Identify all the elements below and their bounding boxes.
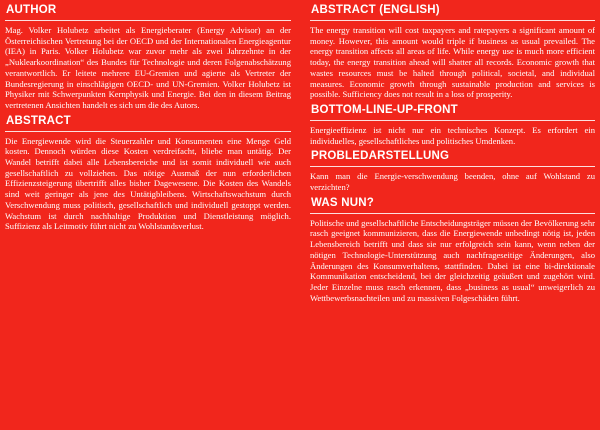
author-heading: AUTHOR — [5, 4, 291, 21]
abstract-english-section — [310, 4, 595, 100]
abstract-section — [5, 115, 291, 232]
author-section — [5, 4, 291, 111]
abstract-heading: ABSTRACT — [5, 115, 291, 132]
problem-heading: PROBLEDARSTELLUNG — [310, 150, 595, 167]
left-column — [5, 4, 291, 236]
abstract-english-text: The energy transition will cost taxpayers and ratepayers a significant amount of money. However, this amount would triple if business as usual prevailed. The energy transition affects all areas of life. While energy use is much more efficient today, the energy transition ahead will shatter all records. Economic growth that wastes resources must be halted through political, societal, and individual measures. Economic growth through sustainable production and services is possible. Sufficiency does not result in a loss of prosperity. — [310, 25, 595, 100]
right-column — [310, 4, 595, 307]
abstract-text: Die Energiewende wird die Steuerzahler und Konsumenten eine Menge Geld kosten. Dennoch würden diese Kosten verdreifacht, bliebe man untätig. Der Wandel betrifft dabei alle Lebensbereiche und ist somit individuell wie auch gesellschaftlich zu vollziehen. Das nötige Ausmaß der nun erforderlichen Effizienzsteigerung übertrifft alles bisher Dagewesene. Die Kosten des Wandels sind weit geringer als jene des Untätigbleibens. Wirtschaftswachstum durch Verschwendung muss politisch, gesellschaftlich und individuell gestoppt werden. Wachstum ist durch nachhaltige Produktion und Dienstleistung möglich. Suffizienz als Leitmotiv führt nicht zu Wohlstandsverlust. — [5, 135, 291, 232]
bluf-section — [310, 104, 595, 146]
bluf-text: Energieeffizienz ist nicht nur ein technisches Konzept. Es erfordert ein individuelles, gesellschaftliches und politisches Umdenken. — [310, 124, 595, 146]
bluf-heading: BOTTOM-LINE-UP-FRONT — [310, 104, 595, 121]
problem-text: Kann man die Energie-verschwendung beenden, ohne auf Wohlstand zu verzichten? — [310, 171, 595, 193]
problem-section — [310, 150, 595, 192]
was-nun-text: Politische und gesellschaftliche Entscheidungsträger müssen der Bevölkerung sehr rasch geeignet kommunizieren, dass die Energiewende unbedingt nötig ist, jeden Lebensbereich betrifft und dass sie nur erfolgreich sein kann, wenn neben der nötigen Technologie-Unterstützung auch nachfrageseitige Änderungen, also Änderungen des Konsumverhaltens, stattfinden. Dabei ist eine bi-direktionale Kommunikation entscheidend, bei der gleichzeitig geäußert und zugehört wird. Jeder Einzelne muss rasch erkennen, dass „business as usual“ unweigerlich zu Wettbewerbsnachteilen und zu massiven Folgeschäden führt. — [310, 217, 595, 303]
author-text: Mag. Volker Holubetz arbeitet als Energieberater (Energy Advisor) an der Österreichischen Vertretung bei der OECD und der Internationalen Energieagentur (IEA) in Paris. Volker Holubetz war zuvor mehr als zwei Jahrzehnte in der „Nuklearkoordination“ des Bundes für Technologie und deren Folgenabschätzung verantwortlich. Er leitete mehrere EU-Gremien und agierte als Vertreter der Bundesregierung in einschlägigen OECD- und UN-Gremien. Volker Holubetz ist Physiker mit Schwerpunkten Kernphysik und Energie. Bei den in diesem Beitrag vertretenen Ansichten handelt es sich um die des Autors. — [5, 25, 291, 110]
was-nun-heading: WAS NUN? — [310, 197, 595, 214]
was-nun-section — [310, 197, 595, 304]
abstract-english-heading: ABSTRACT (ENGLISH) — [310, 4, 595, 21]
